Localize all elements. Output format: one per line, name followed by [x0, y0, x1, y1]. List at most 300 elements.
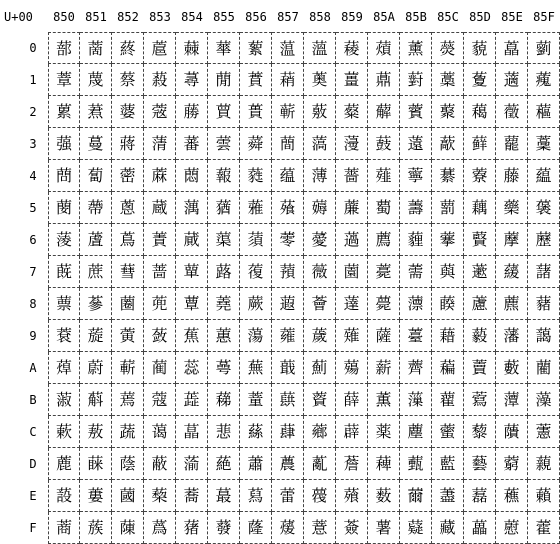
glyph-cell[interactable] — [112, 480, 144, 512]
glyph-char: 蔁 — [55, 70, 72, 89]
glyph-cell[interactable] — [208, 480, 240, 512]
glyph-cell[interactable] — [240, 32, 272, 64]
glyph-cell[interactable] — [464, 96, 496, 128]
glyph-cell[interactable] — [336, 320, 368, 352]
glyph-cell[interactable] — [432, 288, 464, 320]
glyph-char: 蕕 — [215, 198, 232, 217]
glyph-cell[interactable] — [368, 96, 400, 128]
glyph-cell[interactable] — [112, 288, 144, 320]
glyph-cell[interactable] — [336, 288, 368, 320]
glyph-cell[interactable] — [400, 32, 432, 64]
glyph-char: 蔻 — [151, 390, 168, 409]
glyph-cell[interactable] — [240, 128, 272, 160]
glyph-char: 薫 — [375, 390, 392, 409]
glyph-cell[interactable] — [368, 128, 400, 160]
glyph-cell[interactable] — [208, 256, 240, 288]
glyph-cell[interactable] — [48, 32, 80, 64]
glyph-cell[interactable] — [496, 512, 528, 544]
glyph-cell[interactable] — [496, 416, 528, 448]
glyph-cell[interactable] — [496, 192, 528, 224]
glyph-cell[interactable] — [48, 320, 80, 352]
glyph-cell[interactable] — [80, 480, 112, 512]
glyph-cell[interactable] — [240, 416, 272, 448]
glyph-cell[interactable] — [528, 512, 560, 544]
glyph-cell[interactable] — [208, 128, 240, 160]
glyph-cell[interactable] — [112, 416, 144, 448]
glyph-cell[interactable] — [528, 192, 560, 224]
glyph-cell[interactable] — [336, 512, 368, 544]
glyph-cell[interactable] — [48, 352, 80, 384]
glyph-cell[interactable] — [304, 128, 336, 160]
glyph-char: 薭 — [375, 454, 392, 473]
glyph-cell[interactable] — [336, 128, 368, 160]
glyph-cell[interactable] — [368, 32, 400, 64]
glyph-cell[interactable] — [80, 352, 112, 384]
glyph-cell[interactable] — [528, 64, 560, 96]
glyph-cell[interactable] — [208, 320, 240, 352]
glyph-cell[interactable] — [208, 352, 240, 384]
glyph-cell[interactable] — [304, 448, 336, 480]
glyph-cell[interactable] — [144, 64, 176, 96]
glyph-cell[interactable] — [48, 128, 80, 160]
glyph-cell[interactable] — [304, 64, 336, 96]
glyph-cell[interactable] — [368, 416, 400, 448]
glyph-cell[interactable] — [176, 160, 208, 192]
glyph-cell[interactable] — [496, 96, 528, 128]
glyph-cell[interactable] — [304, 480, 336, 512]
glyph-cell[interactable] — [432, 128, 464, 160]
glyph-char: 蕲 — [279, 102, 296, 121]
glyph-cell[interactable] — [432, 256, 464, 288]
glyph-char: 蔱 — [151, 70, 168, 89]
glyph-cell[interactable] — [400, 352, 432, 384]
glyph-cell[interactable] — [432, 448, 464, 480]
glyph-cell[interactable] — [80, 256, 112, 288]
glyph-char: 蔹 — [151, 326, 168, 345]
glyph-cell[interactable] — [272, 288, 304, 320]
glyph-cell[interactable] — [432, 320, 464, 352]
glyph-cell[interactable] — [240, 352, 272, 384]
glyph-cell[interactable] — [240, 448, 272, 480]
glyph-cell[interactable] — [304, 352, 336, 384]
glyph-cell[interactable] — [80, 160, 112, 192]
glyph-cell[interactable] — [176, 224, 208, 256]
glyph-cell[interactable] — [336, 352, 368, 384]
glyph-cell[interactable] — [304, 160, 336, 192]
glyph-cell[interactable] — [112, 128, 144, 160]
glyph-cell[interactable] — [112, 384, 144, 416]
glyph-cell[interactable] — [336, 416, 368, 448]
glyph-cell[interactable] — [496, 64, 528, 96]
glyph-cell[interactable] — [240, 288, 272, 320]
glyph-cell[interactable] — [464, 352, 496, 384]
glyph-cell[interactable] — [176, 128, 208, 160]
glyph-cell[interactable] — [336, 224, 368, 256]
glyph-cell[interactable] — [240, 256, 272, 288]
glyph-cell[interactable] — [176, 64, 208, 96]
glyph-cell[interactable] — [336, 64, 368, 96]
glyph-cell[interactable] — [112, 256, 144, 288]
glyph-cell[interactable] — [368, 512, 400, 544]
glyph-char: 藬 — [503, 422, 520, 441]
glyph-cell[interactable] — [272, 320, 304, 352]
glyph-cell[interactable] — [336, 96, 368, 128]
glyph-cell[interactable] — [432, 480, 464, 512]
glyph-cell[interactable] — [176, 480, 208, 512]
glyph-cell[interactable] — [176, 416, 208, 448]
glyph-cell[interactable] — [368, 160, 400, 192]
glyph-cell[interactable] — [112, 224, 144, 256]
glyph-cell[interactable] — [496, 288, 528, 320]
glyph-cell[interactable] — [368, 448, 400, 480]
glyph-cell[interactable] — [400, 160, 432, 192]
glyph-cell[interactable] — [48, 384, 80, 416]
glyph-cell[interactable] — [400, 448, 432, 480]
glyph-cell[interactable] — [272, 96, 304, 128]
glyph-cell[interactable] — [336, 384, 368, 416]
row-header: A — [29, 361, 37, 375]
glyph-cell[interactable] — [176, 512, 208, 544]
glyph-cell[interactable] — [304, 288, 336, 320]
glyph-cell[interactable] — [240, 192, 272, 224]
glyph-cell[interactable] — [464, 416, 496, 448]
glyph-cell[interactable] — [48, 64, 80, 96]
glyph-cell[interactable] — [528, 128, 560, 160]
glyph-cell[interactable] — [272, 224, 304, 256]
glyph-cell[interactable] — [144, 448, 176, 480]
glyph-cell[interactable] — [336, 32, 368, 64]
glyph-cell[interactable] — [368, 352, 400, 384]
glyph-cell[interactable] — [272, 160, 304, 192]
glyph-cell[interactable] — [176, 96, 208, 128]
glyph-cell[interactable] — [48, 512, 80, 544]
glyph-cell[interactable] — [368, 480, 400, 512]
glyph-cell[interactable] — [144, 288, 176, 320]
glyph-cell[interactable] — [496, 352, 528, 384]
glyph-cell[interactable] — [80, 32, 112, 64]
glyph-cell[interactable] — [528, 96, 560, 128]
glyph-cell[interactable] — [496, 448, 528, 480]
column-header: 850 — [53, 10, 75, 24]
glyph-cell[interactable] — [272, 512, 304, 544]
glyph-char: 蕍 — [183, 454, 200, 473]
glyph-char: 薤 — [375, 166, 392, 185]
glyph-cell[interactable] — [528, 352, 560, 384]
glyph-cell[interactable] — [432, 352, 464, 384]
glyph-cell[interactable] — [432, 512, 464, 544]
glyph-cell[interactable] — [400, 256, 432, 288]
glyph-cell[interactable] — [80, 96, 112, 128]
glyph-cell[interactable] — [144, 32, 176, 64]
glyph-cell[interactable] — [272, 64, 304, 96]
glyph-cell[interactable] — [432, 160, 464, 192]
glyph-cell[interactable] — [144, 128, 176, 160]
glyph-cell[interactable] — [112, 160, 144, 192]
glyph-char: 薏 — [311, 518, 328, 537]
glyph-cell[interactable] — [80, 320, 112, 352]
glyph-cell[interactable] — [80, 128, 112, 160]
glyph-cell[interactable] — [272, 384, 304, 416]
glyph-cell[interactable] — [464, 256, 496, 288]
glyph-cell[interactable] — [176, 384, 208, 416]
glyph-cell[interactable] — [144, 384, 176, 416]
glyph-cell[interactable] — [112, 96, 144, 128]
glyph-cell[interactable] — [400, 416, 432, 448]
glyph-cell[interactable] — [208, 64, 240, 96]
glyph-cell[interactable] — [464, 32, 496, 64]
glyph-cell[interactable] — [112, 448, 144, 480]
glyph-char: 蕯 — [247, 518, 264, 537]
glyph-cell[interactable] — [336, 192, 368, 224]
glyph-cell[interactable] — [240, 512, 272, 544]
glyph-char: 蔛 — [87, 390, 104, 409]
glyph-cell[interactable] — [368, 224, 400, 256]
glyph-cell[interactable] — [240, 320, 272, 352]
glyph-cell[interactable] — [208, 416, 240, 448]
glyph-cell[interactable] — [304, 384, 336, 416]
glyph-cell[interactable] — [48, 448, 80, 480]
glyph-cell[interactable] — [144, 256, 176, 288]
glyph-cell[interactable] — [464, 512, 496, 544]
glyph-cell[interactable] — [48, 224, 80, 256]
glyph-cell[interactable] — [272, 416, 304, 448]
glyph-cell[interactable] — [368, 320, 400, 352]
glyph-cell[interactable] — [528, 416, 560, 448]
glyph-cell[interactable] — [208, 96, 240, 128]
glyph-cell[interactable] — [432, 416, 464, 448]
glyph-cell[interactable] — [528, 480, 560, 512]
glyph-cell[interactable] — [336, 256, 368, 288]
glyph-cell[interactable] — [80, 224, 112, 256]
glyph-cell[interactable] — [272, 448, 304, 480]
glyph-cell[interactable] — [80, 64, 112, 96]
glyph-cell[interactable] — [144, 352, 176, 384]
glyph-cell[interactable] — [144, 320, 176, 352]
glyph-char: 藞 — [471, 486, 488, 505]
glyph-cell[interactable] — [496, 128, 528, 160]
glyph-cell[interactable] — [80, 192, 112, 224]
glyph-cell[interactable] — [144, 96, 176, 128]
column-header: 85A — [373, 10, 395, 24]
glyph-cell[interactable] — [208, 288, 240, 320]
glyph-cell[interactable] — [112, 352, 144, 384]
glyph-cell[interactable] — [464, 192, 496, 224]
glyph-cell[interactable] — [176, 448, 208, 480]
glyph-cell[interactable] — [144, 224, 176, 256]
glyph-cell[interactable] — [240, 64, 272, 96]
glyph-char: 薍 — [311, 454, 328, 473]
glyph-cell[interactable] — [496, 256, 528, 288]
glyph-char: 蔉 — [55, 326, 72, 345]
glyph-cell[interactable] — [432, 32, 464, 64]
glyph-cell[interactable] — [48, 416, 80, 448]
glyph-cell[interactable] — [48, 288, 80, 320]
glyph-cell[interactable] — [48, 480, 80, 512]
glyph-cell[interactable] — [368, 256, 400, 288]
glyph-char: 蕢 — [247, 102, 264, 121]
glyph-char: 蕷 — [279, 262, 296, 281]
glyph-char: 藔 — [471, 166, 488, 185]
glyph-cell[interactable] — [400, 224, 432, 256]
glyph-cell[interactable] — [48, 96, 80, 128]
row-header: 9 — [29, 329, 37, 343]
glyph-cell[interactable] — [368, 64, 400, 96]
glyph-cell[interactable] — [208, 160, 240, 192]
glyph-cell[interactable] — [304, 416, 336, 448]
glyph-cell[interactable] — [400, 128, 432, 160]
glyph-cell[interactable] — [528, 448, 560, 480]
glyph-char: 藝 — [471, 454, 488, 473]
glyph-cell[interactable] — [336, 160, 368, 192]
glyph-cell[interactable] — [464, 128, 496, 160]
glyph-char: 薾 — [407, 486, 424, 505]
glyph-cell[interactable] — [208, 384, 240, 416]
glyph-cell[interactable] — [400, 96, 432, 128]
glyph-char: 蔄 — [55, 166, 72, 185]
glyph-char: 蔙 — [87, 326, 104, 345]
glyph-cell[interactable] — [432, 64, 464, 96]
glyph-cell[interactable] — [496, 32, 528, 64]
glyph-cell[interactable] — [464, 160, 496, 192]
glyph-cell[interactable] — [368, 288, 400, 320]
glyph-char: 薴 — [407, 166, 424, 185]
glyph-cell[interactable] — [496, 160, 528, 192]
glyph-cell[interactable] — [272, 352, 304, 384]
glyph-char: 蔲 — [151, 102, 168, 121]
glyph-cell[interactable] — [528, 288, 560, 320]
glyph-cell[interactable] — [400, 384, 432, 416]
glyph-char: 蔃 — [55, 134, 72, 153]
glyph-cell[interactable] — [528, 224, 560, 256]
glyph-char: 藧 — [503, 262, 520, 281]
glyph-cell[interactable] — [464, 448, 496, 480]
glyph-cell[interactable] — [528, 320, 560, 352]
glyph-cell[interactable] — [368, 192, 400, 224]
glyph-char: 蔺 — [151, 358, 168, 377]
glyph-cell[interactable] — [80, 288, 112, 320]
glyph-cell[interactable] — [240, 384, 272, 416]
glyph-cell[interactable] — [144, 160, 176, 192]
glyph-cell[interactable] — [80, 512, 112, 544]
glyph-cell[interactable] — [304, 256, 336, 288]
glyph-cell[interactable] — [272, 192, 304, 224]
glyph-char: 薵 — [407, 198, 424, 217]
glyph-cell[interactable] — [80, 416, 112, 448]
glyph-cell[interactable] — [400, 480, 432, 512]
glyph-cell[interactable] — [432, 384, 464, 416]
glyph-cell[interactable] — [176, 192, 208, 224]
glyph-cell[interactable] — [464, 320, 496, 352]
glyph-cell[interactable] — [304, 512, 336, 544]
glyph-cell[interactable] — [176, 320, 208, 352]
glyph-cell[interactable] — [112, 192, 144, 224]
glyph-cell[interactable] — [272, 128, 304, 160]
glyph-cell[interactable] — [336, 480, 368, 512]
glyph-cell[interactable] — [304, 192, 336, 224]
glyph-cell[interactable] — [432, 96, 464, 128]
glyph-cell[interactable] — [144, 512, 176, 544]
glyph-cell[interactable] — [272, 256, 304, 288]
glyph-cell[interactable] — [208, 512, 240, 544]
glyph-cell[interactable] — [368, 384, 400, 416]
glyph-cell[interactable] — [208, 448, 240, 480]
glyph-cell[interactable] — [176, 32, 208, 64]
glyph-char: 蕗 — [215, 262, 232, 281]
glyph-cell[interactable] — [496, 320, 528, 352]
glyph-cell[interactable] — [240, 480, 272, 512]
glyph-cell[interactable] — [112, 512, 144, 544]
glyph-cell[interactable] — [112, 64, 144, 96]
glyph-cell[interactable] — [176, 256, 208, 288]
glyph-cell[interactable] — [112, 32, 144, 64]
glyph-cell[interactable] — [144, 480, 176, 512]
glyph-cell[interactable] — [272, 480, 304, 512]
glyph-cell[interactable] — [464, 224, 496, 256]
glyph-cell[interactable] — [304, 320, 336, 352]
glyph-char: 藎 — [439, 486, 456, 505]
glyph-cell[interactable] — [496, 224, 528, 256]
glyph-cell[interactable] — [528, 160, 560, 192]
glyph-cell[interactable] — [240, 96, 272, 128]
glyph-cell[interactable] — [80, 384, 112, 416]
glyph-cell[interactable] — [304, 96, 336, 128]
glyph-cell[interactable] — [80, 448, 112, 480]
glyph-cell[interactable] — [144, 416, 176, 448]
glyph-cell[interactable] — [176, 352, 208, 384]
glyph-cell[interactable] — [112, 320, 144, 352]
glyph-cell[interactable] — [432, 224, 464, 256]
glyph-char: 蔾 — [151, 486, 168, 505]
glyph-cell[interactable] — [400, 320, 432, 352]
glyph-char: 蕞 — [215, 486, 232, 505]
glyph-cell[interactable] — [48, 256, 80, 288]
glyph-cell[interactable] — [464, 64, 496, 96]
glyph-cell[interactable] — [432, 192, 464, 224]
glyph-char: 蕂 — [183, 102, 200, 121]
glyph-cell[interactable] — [304, 224, 336, 256]
glyph-cell[interactable] — [208, 224, 240, 256]
glyph-cell[interactable] — [400, 512, 432, 544]
glyph-char: 蕋 — [183, 390, 200, 409]
glyph-cell[interactable] — [48, 192, 80, 224]
glyph-cell[interactable] — [464, 480, 496, 512]
glyph-cell[interactable] — [528, 32, 560, 64]
glyph-cell[interactable] — [336, 448, 368, 480]
glyph-cell[interactable] — [208, 32, 240, 64]
glyph-cell[interactable] — [304, 32, 336, 64]
glyph-char: 蕓 — [215, 134, 232, 153]
glyph-cell[interactable] — [144, 192, 176, 224]
glyph-cell[interactable] — [400, 64, 432, 96]
glyph-cell[interactable] — [528, 384, 560, 416]
glyph-cell[interactable] — [272, 32, 304, 64]
glyph-char: 藊 — [439, 358, 456, 377]
glyph-char: 薬 — [375, 422, 392, 441]
glyph-cell[interactable] — [48, 160, 80, 192]
glyph-cell[interactable] — [528, 256, 560, 288]
glyph-cell[interactable] — [400, 288, 432, 320]
glyph-cell[interactable] — [464, 384, 496, 416]
glyph-cell[interactable] — [240, 224, 272, 256]
glyph-cell[interactable] — [400, 192, 432, 224]
glyph-cell[interactable] — [464, 288, 496, 320]
column-header: 85D — [469, 10, 491, 24]
glyph-cell[interactable] — [208, 192, 240, 224]
glyph-cell[interactable] — [496, 480, 528, 512]
glyph-cell[interactable] — [240, 160, 272, 192]
glyph-cell[interactable] — [496, 384, 528, 416]
glyph-cell[interactable] — [176, 288, 208, 320]
